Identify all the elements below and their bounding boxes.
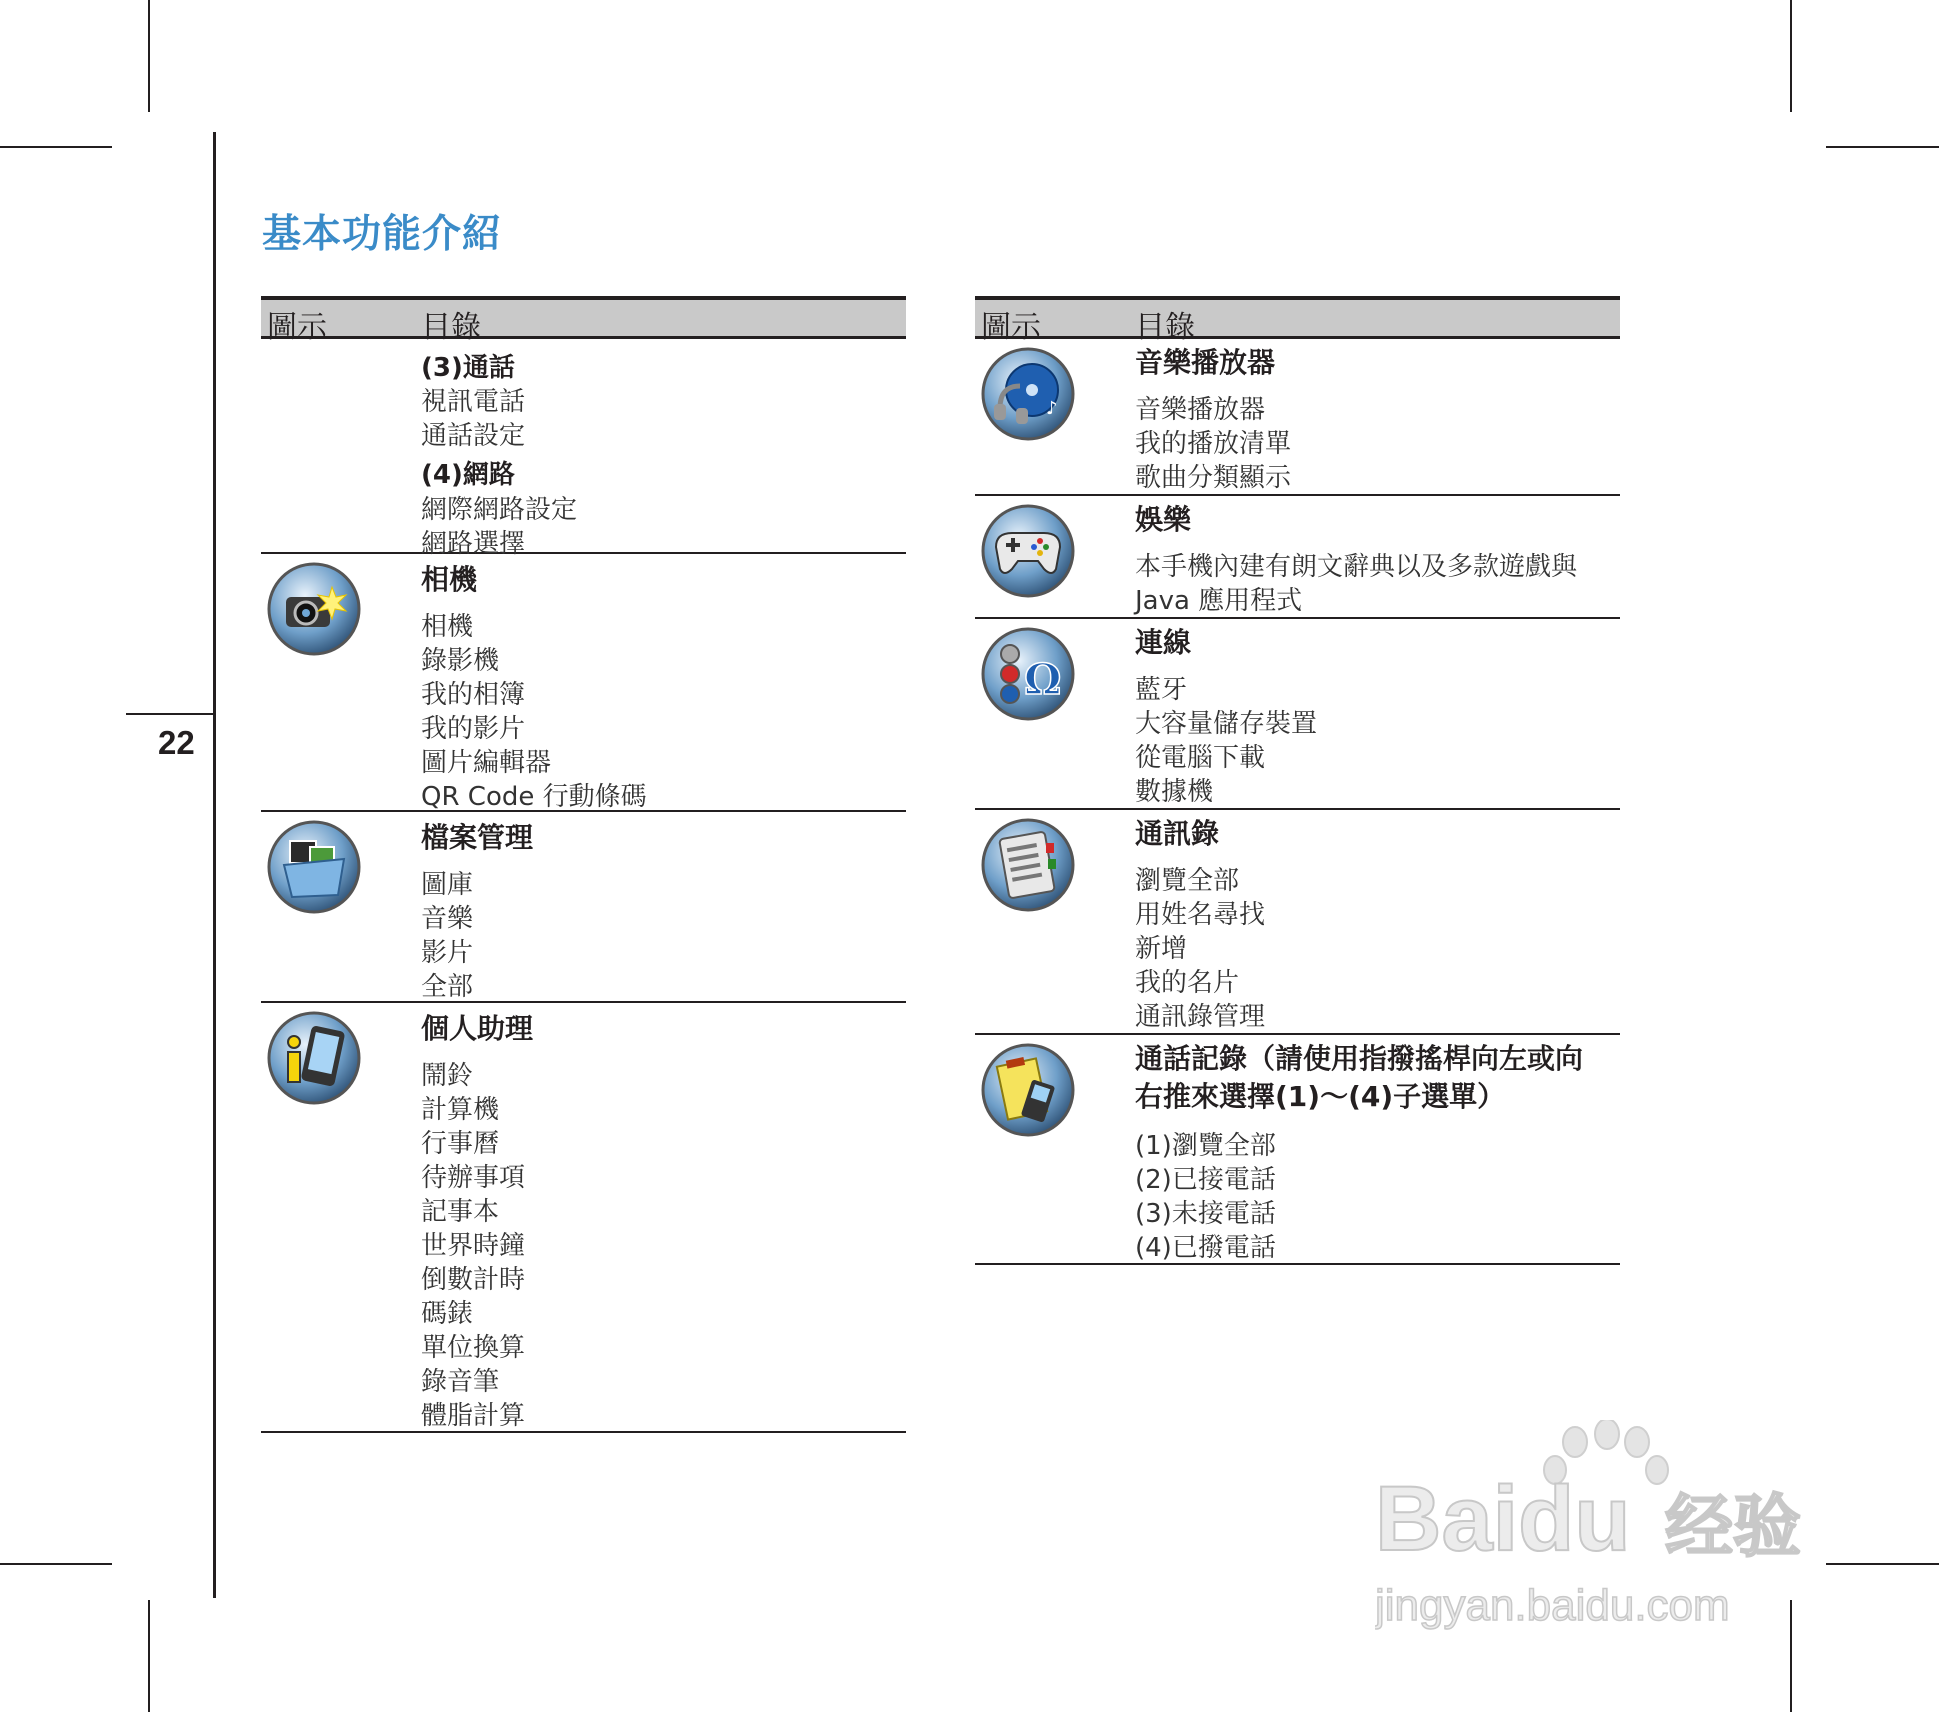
- list-item: 大容量儲存裝置: [1135, 709, 1318, 739]
- crop-mark: [1826, 146, 1939, 148]
- list-item: 藍牙: [1135, 675, 1188, 705]
- list-item: QR Code 行動條碼: [421, 782, 647, 812]
- list-item: 我的相簿: [421, 680, 526, 710]
- list-item: 計算機: [421, 1095, 500, 1125]
- list-item: 全部: [421, 972, 474, 1002]
- section-title: 娛樂: [1135, 503, 1192, 536]
- crop-mark: [148, 0, 150, 112]
- list-item: (1)瀏覽全部: [1135, 1131, 1276, 1161]
- list-item: 歌曲分類顯示: [1135, 463, 1292, 493]
- crop-mark: [0, 146, 112, 148]
- section-title: 通話記錄（請使用指撥搖桿向左或向: [1135, 1042, 1584, 1075]
- list-item: 本手機內建有朗文辭典以及多款遊戲與: [1135, 552, 1578, 582]
- list-item: 單位換算: [421, 1333, 526, 1363]
- page-number-rule: [126, 713, 216, 715]
- list-item: 鬧鈴: [421, 1061, 474, 1091]
- list-item: 錄音筆: [421, 1367, 500, 1397]
- list-item: (3)未接電話: [1135, 1199, 1276, 1229]
- list-item: 體脂計算: [421, 1401, 526, 1431]
- contacts-icon: [980, 817, 1076, 913]
- list-item: 新增: [1135, 934, 1188, 964]
- baidu-watermark: [1375, 1420, 1835, 1640]
- header-icon-col: 圖示: [981, 310, 1041, 345]
- row-contacts: [975, 810, 1620, 1035]
- list-item: 瀏覽全部: [1135, 866, 1240, 896]
- list-item: 圖片編輯器: [421, 748, 552, 778]
- section-title: 通訊錄: [1135, 817, 1220, 850]
- section-title: 相機: [421, 563, 478, 596]
- file-manager-icon: [266, 819, 362, 915]
- list-item: 我的播放清單: [1135, 429, 1292, 459]
- watermark-brand: Baidu: [1375, 1468, 1631, 1570]
- row-call-network: [261, 339, 906, 559]
- page-number: 22: [158, 724, 195, 761]
- list-item: 音樂: [421, 904, 474, 934]
- svg-text:Ω: Ω: [1024, 655, 1062, 704]
- crop-mark: [1826, 1563, 1939, 1565]
- row-camera: [261, 554, 906, 812]
- row-file-manager: [261, 812, 906, 1003]
- list-item: 從電腦下載: [1135, 743, 1266, 773]
- list-item: 通訊錄管理: [1135, 1002, 1266, 1032]
- list-item: Java 應用程式: [1135, 586, 1303, 616]
- list-item: (2)已接電話: [1135, 1165, 1276, 1195]
- crop-mark: [0, 1563, 112, 1565]
- list-item: 待辦事項: [421, 1163, 526, 1193]
- crop-mark: [148, 1600, 150, 1712]
- list-item: 記事本: [421, 1197, 500, 1227]
- list-item: 我的影片: [421, 714, 526, 744]
- list-item: 網際網路設定: [421, 495, 578, 525]
- list-item: 影片: [421, 938, 474, 968]
- page-spine-rule: [213, 132, 216, 1598]
- list-item: 數據機: [1135, 777, 1214, 807]
- section-title: 連線: [1135, 626, 1192, 659]
- header-icon-col: 圖示: [267, 310, 327, 345]
- list-item: 我的名片: [1135, 968, 1240, 998]
- svg-text:♪: ♪: [1046, 398, 1058, 419]
- crop-mark: [1790, 0, 1792, 112]
- page-title: 基本功能介紹: [262, 212, 503, 257]
- table-header: [261, 296, 906, 345]
- list-item: 視訊電話: [421, 387, 526, 417]
- section-title-continued: 右推來選擇(1)〜(4)子選單）: [1135, 1080, 1506, 1113]
- list-item: 網路選擇: [421, 529, 526, 559]
- header-menu-col: 目錄: [421, 310, 481, 345]
- watermark-brand-cn: 经验: [1665, 1488, 1802, 1567]
- list-item: 相機: [421, 612, 474, 642]
- list-item: 錄影機: [421, 646, 500, 676]
- gamepad-icon: [980, 503, 1076, 599]
- personal-assistant-icon: [266, 1010, 362, 1106]
- call-log-icon: [980, 1042, 1076, 1138]
- row-connectivity: [975, 619, 1620, 810]
- connectivity-icon: [980, 626, 1076, 722]
- list-item: 倒數計時: [421, 1265, 526, 1295]
- header-menu-col: 目錄: [1135, 310, 1195, 345]
- watermark-url: jingyan.baidu.com: [1375, 1581, 1730, 1630]
- row-entertainment: [975, 496, 1620, 619]
- row-personal-assistant: [261, 1003, 906, 1433]
- list-item: 用姓名尋找: [1135, 900, 1266, 930]
- section-title: 音樂播放器: [1135, 346, 1276, 379]
- section-title: 檔案管理: [421, 821, 534, 854]
- left-menu-table: [261, 296, 906, 1433]
- list-item: 圖庫: [421, 870, 474, 900]
- list-item: 世界時鐘: [421, 1231, 526, 1261]
- camera-icon: [266, 561, 362, 657]
- section-title: 個人助理: [421, 1012, 534, 1045]
- list-item: 碼錶: [421, 1299, 474, 1329]
- network-subheading: (4)網路: [421, 460, 515, 490]
- list-item: 通話設定: [421, 421, 526, 451]
- list-item: (4)已撥電話: [1135, 1233, 1276, 1263]
- call-subheading: (3)通話: [421, 353, 515, 383]
- table-header: [975, 296, 1620, 345]
- list-item: 行事曆: [421, 1129, 500, 1159]
- right-menu-table: [975, 296, 1620, 1265]
- list-item: 音樂播放器: [1135, 395, 1266, 425]
- music-player-icon: [980, 346, 1076, 442]
- row-music-player: [975, 339, 1620, 496]
- row-call-log: [975, 1035, 1620, 1265]
